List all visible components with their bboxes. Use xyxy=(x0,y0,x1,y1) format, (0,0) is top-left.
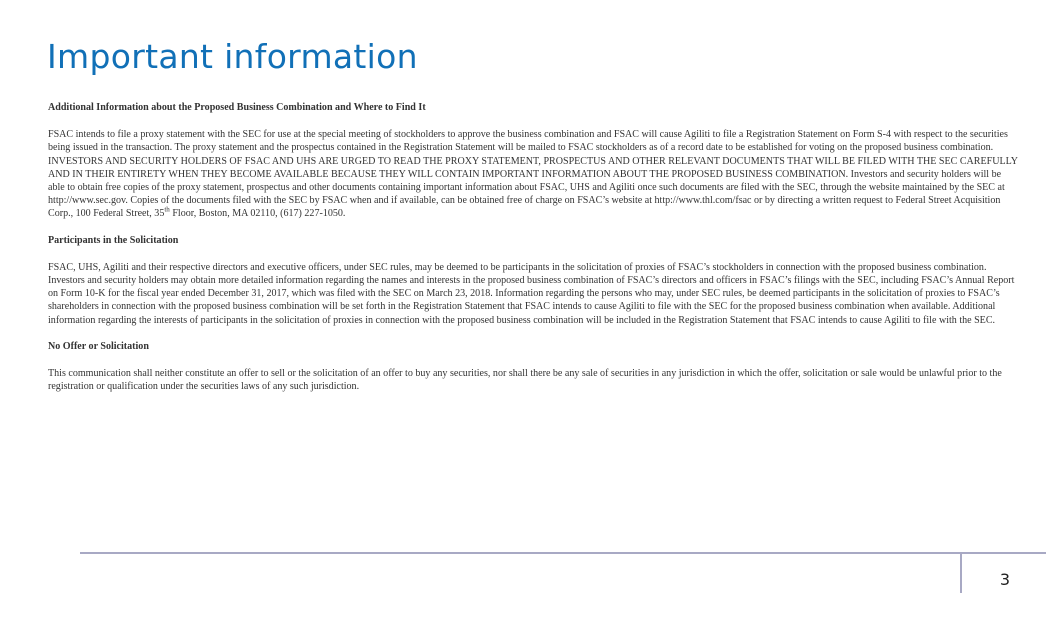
section-body-participants: FSAC, UHS, Agiliti and their respective directors and executive officers, under SEC rules, may be deemed to be participants in the solicitation of proxies of FSAC’s stockholders in connection with the proposed business combination. Investors and security holders may obtain more detailed information regarding the names and interests in the proposed business combination of FSAC’s directors and officers in FSAC’s filings with the SEC, including FSAC’s Annual Report on Form 10-K for the fiscal year ended December 31, 2017, which was filed with the SEC on March 23, 2018. Information regarding the persons who may, under SEC rules, be deemed participants in the solicitation of proxies to FSAC’s shareholders in connection with the proposed business combination will be set forth in the Registration Statement that FSAC intends to cause Agiliti to file with the SEC for the proposed business combination when available. Additional information regarding the interests of participants in the solicitation of proxies in connection with the proposed business combination will be included in the Registration Statement that FSAC intends to cause Agiliti to file with the SEC. xyxy=(48,261,1015,326)
floor-ordinal-suffix: th xyxy=(164,206,170,215)
page-number: 3 xyxy=(999,570,1011,589)
page-title: Important information xyxy=(47,37,418,76)
section-heading-participants: Participants in the Solicitation xyxy=(48,234,179,246)
footer-divider xyxy=(80,552,1046,554)
section-heading-no-offer: No Offer or Solicitation xyxy=(48,340,149,352)
disclaimer-content xyxy=(48,101,1018,406)
additional-information-text-end: Floor, Boston, MA 02110, (617) 227-1050. xyxy=(169,208,346,220)
additional-information-text: FSAC intends to file a proxy statement with the SEC for use at the special meeting of stockholders to approve the business combination and FSAC will cause Agiliti to file a Registration Statement on Form S-4 with respect to the securities being issued in the transaction. The proxy statement and the prospectus contained in the Registration Statement will be mailed to FSAC stockholders as of a record date to be established for voting on the proposed business combination. INVESTORS AND SECURITY HOLDERS OF FSAC AND UHS ARE URGED TO READ THE PROXY STATEMENT, PROSPECTUS AND OTHER RELEVANT DOCUMENTS THAT WILL BE FILED WITH THE SEC CAREFULLY AND IN THEIR ENTIRETY WHEN THEY BECOME AVAILABLE BECAUSE THEY WILL CONTAIN IMPORTANT INFORMATION ABOUT THE PROPOSED BUSINESS COMBINATION. Investors and security holders will be able to obtain free copies of the proxy statement, prospectus and other documents containing important information about FSAC, UHS and Agiliti once such documents are filed with the SEC, through the website maintained by the SEC at http://www.sec.gov. Copies of the documents filed with the SEC by FSAC when and if available, can be obtained free of charge on FSAC’s website at http://www.thl.com/fsac or by directing a written request to Federal Street Acquisition Corp., 100 Federal Street, 35 xyxy=(48,129,1018,220)
section-body-additional-information xyxy=(48,128,1018,220)
section-heading-additional-information: Additional Information about the Proposed Business Combination and Where to Find It xyxy=(48,102,426,113)
footer-vertical-divider xyxy=(960,554,962,593)
section-body-no-offer: This communication shall neither constitute an offer to sell or the solicitation of an offer to buy any securities, nor shall there be any sale of securities in any jurisdiction in which the offer, solicitation or sale would be unlawful prior to the registration or qualification under the securities laws of any such jurisdiction. xyxy=(48,368,1002,393)
